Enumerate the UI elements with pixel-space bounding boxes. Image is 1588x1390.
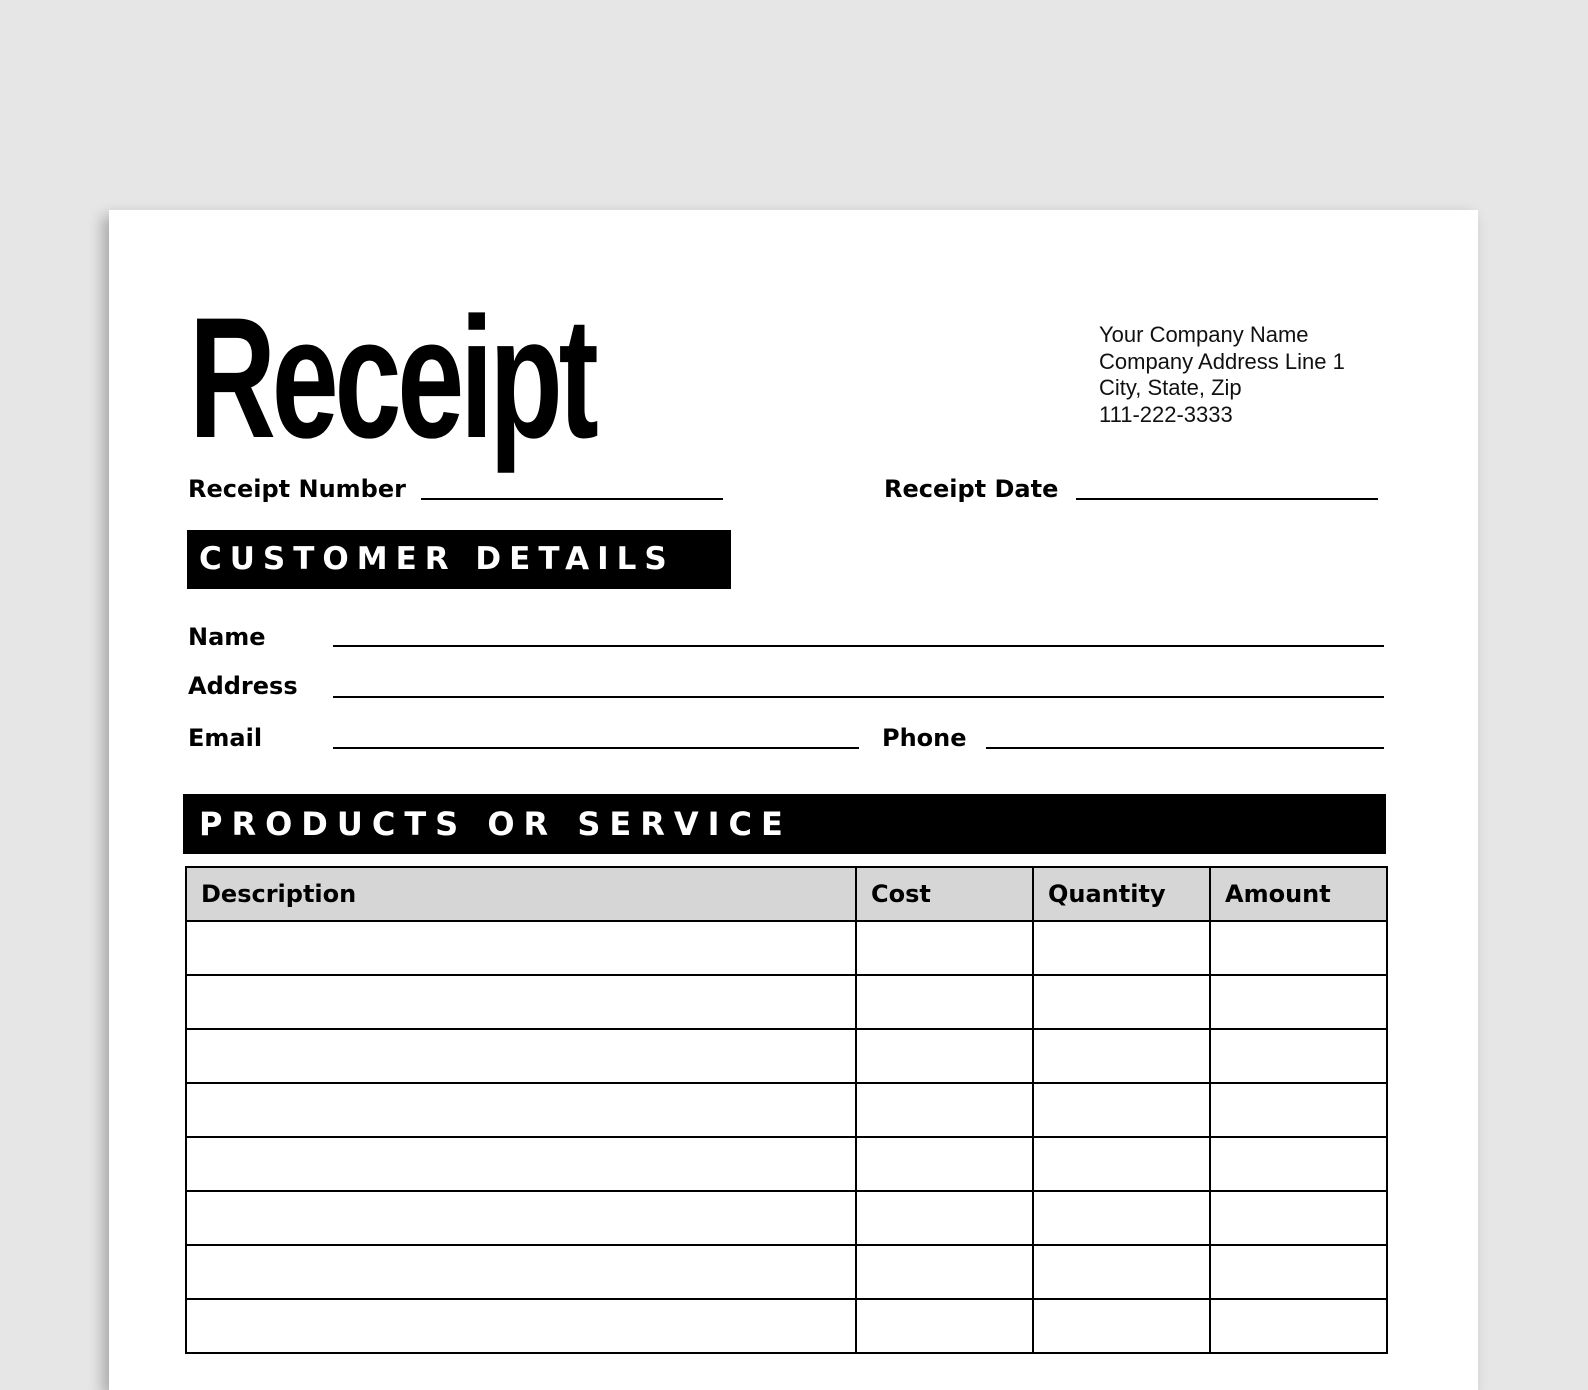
description-cell[interactable] bbox=[186, 975, 856, 1029]
quantity-cell[interactable] bbox=[1033, 1137, 1210, 1191]
description-cell[interactable] bbox=[186, 1137, 856, 1191]
name-label: Name bbox=[188, 623, 266, 651]
receipt-date-label: Receipt Date bbox=[884, 475, 1059, 503]
company-phone: 111-222-3333 bbox=[1099, 401, 1233, 427]
amount-cell[interactable] bbox=[1210, 1137, 1387, 1191]
column-header-quantity: Quantity bbox=[1033, 867, 1210, 921]
cost-cell[interactable] bbox=[856, 1083, 1033, 1137]
table-row bbox=[186, 921, 1387, 975]
quantity-cell[interactable] bbox=[1033, 1029, 1210, 1083]
amount-cell[interactable] bbox=[1210, 975, 1387, 1029]
products-heading: PRODUCTS OR SERVICE bbox=[183, 794, 1386, 854]
description-cell[interactable] bbox=[186, 921, 856, 975]
receipt-page bbox=[109, 210, 1478, 1390]
table-row bbox=[186, 1137, 1387, 1191]
quantity-cell[interactable] bbox=[1033, 1245, 1210, 1299]
quantity-cell[interactable] bbox=[1033, 1083, 1210, 1137]
cost-cell[interactable] bbox=[856, 1245, 1033, 1299]
table-row bbox=[186, 1245, 1387, 1299]
column-header-cost: Cost bbox=[856, 867, 1033, 921]
table-row bbox=[186, 975, 1387, 1029]
products-header-row bbox=[186, 867, 1387, 921]
description-cell[interactable] bbox=[186, 1191, 856, 1245]
company-name: Your Company Name bbox=[1099, 322, 1309, 347]
description-cell[interactable] bbox=[186, 1299, 856, 1353]
cost-cell[interactable] bbox=[856, 1191, 1033, 1245]
amount-cell[interactable] bbox=[1210, 921, 1387, 975]
receipt-number-line[interactable] bbox=[421, 498, 723, 500]
column-header-description: Description bbox=[186, 867, 856, 921]
quantity-cell[interactable] bbox=[1033, 975, 1210, 1029]
email-label: Email bbox=[188, 724, 263, 752]
cost-cell[interactable] bbox=[856, 1029, 1033, 1083]
receipt-title: Receipt bbox=[189, 282, 595, 474]
company-city-state-zip: City, State, Zip bbox=[1099, 375, 1242, 400]
phone-label: Phone bbox=[882, 724, 967, 752]
amount-cell[interactable] bbox=[1210, 1083, 1387, 1137]
receipt-date-line[interactable] bbox=[1076, 498, 1378, 500]
table-row bbox=[186, 1083, 1387, 1137]
address-label: Address bbox=[188, 672, 298, 700]
quantity-cell[interactable] bbox=[1033, 921, 1210, 975]
receipt-number-label: Receipt Number bbox=[188, 475, 406, 503]
customer-details-heading: CUSTOMER DETAILS bbox=[187, 530, 731, 589]
description-cell[interactable] bbox=[186, 1029, 856, 1083]
amount-cell[interactable] bbox=[1210, 1029, 1387, 1083]
table-row bbox=[186, 1029, 1387, 1083]
cost-cell[interactable] bbox=[856, 975, 1033, 1029]
phone-line[interactable] bbox=[986, 747, 1384, 749]
name-line[interactable] bbox=[333, 645, 1384, 647]
amount-cell[interactable] bbox=[1210, 1299, 1387, 1353]
description-cell[interactable] bbox=[186, 1245, 856, 1299]
products-table bbox=[185, 866, 1388, 1354]
cost-cell[interactable] bbox=[856, 1137, 1033, 1191]
company-info bbox=[1099, 322, 1345, 428]
column-header-amount: Amount bbox=[1210, 867, 1387, 921]
company-address: Company Address Line 1 bbox=[1099, 348, 1345, 374]
table-row bbox=[186, 1191, 1387, 1245]
amount-cell[interactable] bbox=[1210, 1191, 1387, 1245]
quantity-cell[interactable] bbox=[1033, 1191, 1210, 1245]
cost-cell[interactable] bbox=[856, 1299, 1033, 1353]
quantity-cell[interactable] bbox=[1033, 1299, 1210, 1353]
table-row bbox=[186, 1299, 1387, 1353]
email-line[interactable] bbox=[333, 747, 859, 749]
cost-cell[interactable] bbox=[856, 921, 1033, 975]
description-cell[interactable] bbox=[186, 1083, 856, 1137]
amount-cell[interactable] bbox=[1210, 1245, 1387, 1299]
address-line[interactable] bbox=[333, 696, 1384, 698]
